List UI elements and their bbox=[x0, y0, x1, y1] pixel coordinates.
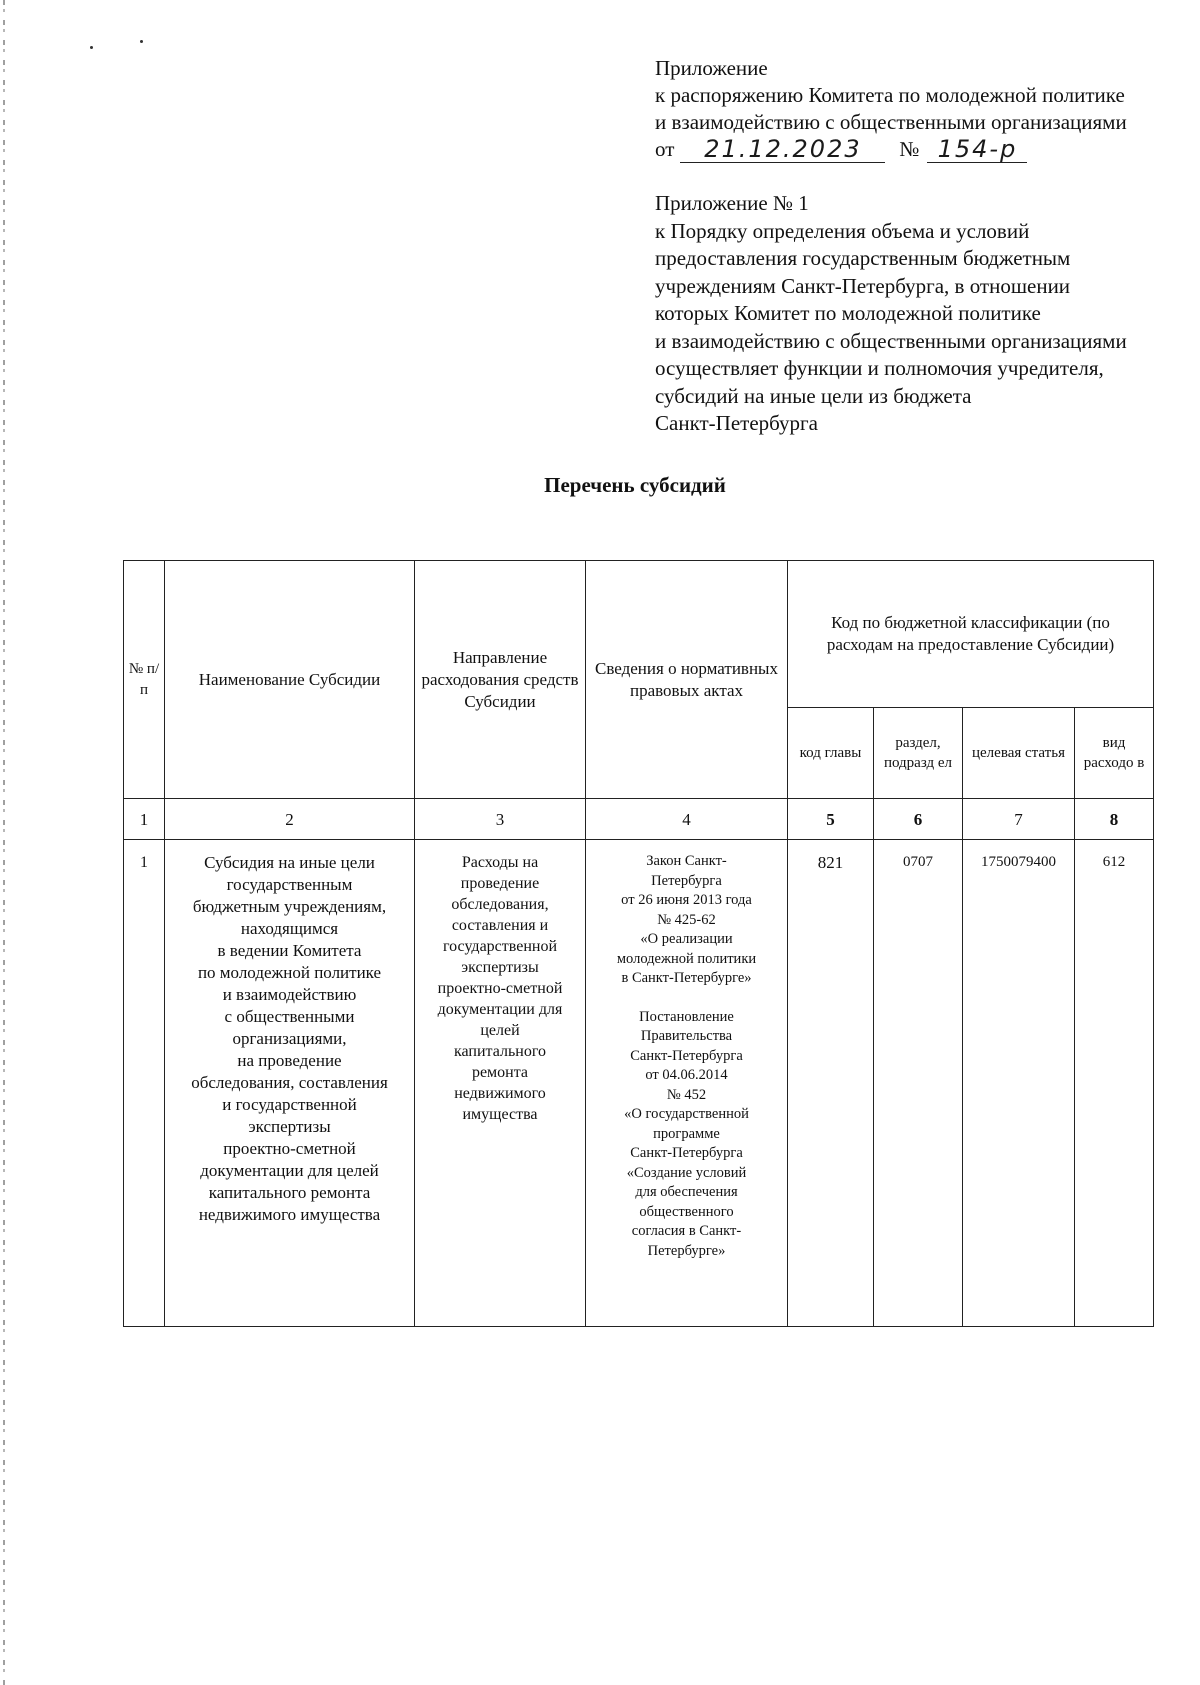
row-target-article: 1750079400 bbox=[963, 840, 1075, 1327]
scan-edge-artifact bbox=[3, 0, 5, 1685]
header-line: к распоряжению Комитета по молодежной политике bbox=[655, 83, 1125, 107]
annex-line: субсидий на иные цели из бюджета bbox=[655, 383, 972, 408]
annex-header bbox=[655, 190, 1195, 438]
handwritten-number: 154-р bbox=[927, 136, 1027, 163]
header-line: Приложение bbox=[655, 56, 768, 80]
column-number: 5 bbox=[788, 799, 874, 840]
scan-speck bbox=[90, 46, 93, 49]
row-section-code: 0707 bbox=[874, 840, 963, 1327]
annex-line: Санкт-Петербурга bbox=[655, 411, 818, 435]
annex-line: Приложение № 1 bbox=[655, 191, 809, 215]
column-number: 3 bbox=[415, 799, 586, 840]
header-acts: Сведения о нормативных правовых актах bbox=[586, 561, 788, 799]
handwritten-date: 21.12.2023 bbox=[680, 136, 885, 163]
column-number: 6 bbox=[874, 799, 963, 840]
header-expense-type: вид расходо в bbox=[1075, 708, 1154, 799]
annex-line: учреждениям Санкт-Петербурга, в отношении bbox=[655, 273, 1071, 298]
row-legal-acts: Закон Санкт- Петербурга от 26 июня 2013 года № 425-62 «О реализации молодежной политики в Санкт-Петербурге» Постановление Правительства Санкт-Петербурга от 04.06.2014 № 452 «О государственной программе Санкт-Петербурга «Создание условий для обеспечения общественного согласия в Санкт- Петербурге» bbox=[586, 840, 788, 1327]
scan-speck bbox=[140, 40, 143, 43]
header-name: Наименование Субсидии bbox=[165, 561, 415, 799]
header-chapter-code: код главы bbox=[788, 708, 874, 799]
header-target-article: целевая статья bbox=[963, 708, 1075, 799]
row-expense-type: 612 bbox=[1075, 840, 1154, 1327]
date-number-line bbox=[655, 136, 1195, 163]
header-budget-code: Код по бюджетной классификации (по расходам на предоставление Субсидии) bbox=[788, 561, 1154, 708]
column-number: 2 bbox=[165, 799, 415, 840]
appendix-header bbox=[655, 55, 1195, 163]
table-row bbox=[124, 840, 1154, 1327]
annex-line: осуществляет функции и полномочия учредителя, bbox=[655, 356, 1104, 380]
row-num: 1 bbox=[124, 840, 165, 1327]
column-number: 7 bbox=[963, 799, 1075, 840]
annex-line: предоставления государственным бюджетным bbox=[655, 246, 1071, 270]
header-num: № п/п bbox=[124, 561, 165, 799]
annex-line: которых Комитет по молодежной политике bbox=[655, 301, 1041, 325]
header-direction: Направление расходования средств Субсидии bbox=[415, 561, 586, 799]
document-title: Перечень субсидий bbox=[544, 473, 726, 497]
date-prefix: от bbox=[655, 137, 675, 161]
row-subsidy-name: Субсидия на иные цели государственным бюджетным учреждениям, находящимся в ведении Комитета по молодежной политике и взаимодействию с общественными организациями, на проведение обследования, составления и государственной экспертизы проектно-сметной документации для целей капитального ремонта недвижимого имущества bbox=[165, 840, 415, 1327]
annex-line: и взаимодействию с общественными организациями bbox=[655, 328, 1127, 353]
annex-line: к Порядку определения объема и условий bbox=[655, 218, 1030, 243]
subsidies-table bbox=[123, 560, 1154, 1327]
column-number: 1 bbox=[124, 799, 165, 840]
column-number: 4 bbox=[586, 799, 788, 840]
row-chapter-code: 821 bbox=[788, 840, 874, 1327]
row-expense-direction: Расходы на проведение обследования, составления и государственной экспертизы проектно-сметной документации для целей капитального ремонта недвижимого имущества bbox=[415, 840, 586, 1327]
header-section: раздел, подразд ел bbox=[874, 708, 963, 799]
column-number: 8 bbox=[1075, 799, 1154, 840]
header-line: и взаимодействию с общественными организациями bbox=[655, 110, 1127, 134]
number-label: № bbox=[899, 137, 920, 161]
